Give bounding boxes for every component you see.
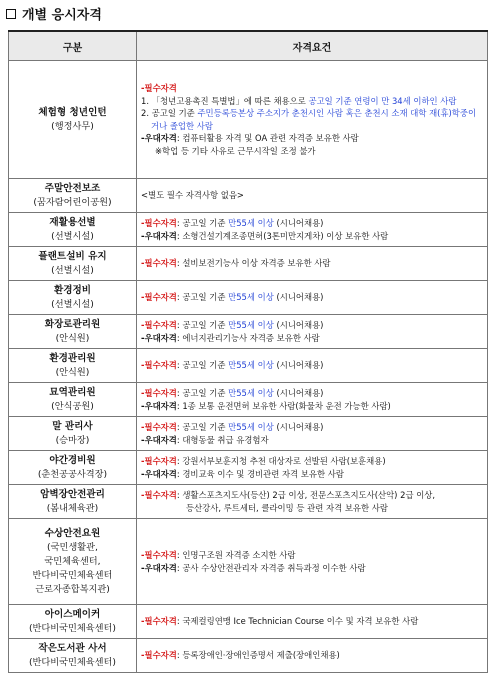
- job-name: 작은도서관 사서: [38, 642, 107, 654]
- job-location: (국민생활관,: [47, 541, 98, 553]
- job-cell: [9, 485, 137, 519]
- required-line: -필수자격: 강원서부보훈지청 추천 대상자로 선발된 사람(보훈채용): [141, 456, 386, 466]
- preferred-line: -우대자격: 1종 보통 운전면허 보유한 사람(화물차 운전 가능한 사람): [141, 400, 391, 411]
- job-name: 아이스메이커: [44, 608, 101, 620]
- table-row: [9, 383, 488, 417]
- job-cell: [9, 61, 137, 179]
- required-line: -필수자격: 등록장애인·장애인증명서 제출(장애인채용): [141, 650, 340, 661]
- preferred-line: -우대자격: 컴퓨터활용 자격 및 OA 관련 자격증 보유한 사람: [141, 133, 359, 143]
- job-cell: [9, 213, 137, 247]
- job-name: 환경정비: [53, 284, 92, 296]
- required-line: -필수자격: 공고일 기준 만55세 이상 (시니어채용): [141, 388, 324, 398]
- job-cell: [9, 639, 137, 673]
- requirements-cell: [137, 213, 488, 247]
- job-location: (승마장): [55, 434, 90, 446]
- job-name: 재활용선별: [49, 216, 96, 228]
- job-location: (행정사무): [51, 120, 94, 132]
- job-location: (선별시설): [51, 230, 94, 242]
- job-name: 수상안전요원: [44, 527, 101, 539]
- requirements-cell: [137, 417, 488, 451]
- requirements-cell: [137, 485, 488, 519]
- job-cell: [9, 349, 137, 383]
- table-row: [9, 451, 488, 485]
- no-requirement-text: <별도 필수 자격사항 없음>: [141, 190, 244, 201]
- required-label: -필수자격: [141, 83, 177, 93]
- job-name: 화장로관리원: [44, 318, 101, 330]
- job-cell: [9, 605, 137, 639]
- header-category: 구분: [9, 31, 137, 61]
- required-line: -필수자격: 국제컬링연맹 Ice Technician Course 이수 및 자격 보유한 사람: [141, 616, 419, 627]
- job-name: 체험형 청년인턴: [38, 106, 107, 118]
- job-cell: [9, 179, 137, 213]
- header-requirements: 자격요건: [137, 31, 488, 61]
- required-line: -필수자격: 공고일 기준 만55세 이상 (시니어채용): [141, 218, 324, 228]
- requirements-cell: [137, 179, 488, 213]
- job-cell: [9, 451, 137, 485]
- requirements-cell: [137, 451, 488, 485]
- table-row: [9, 349, 488, 383]
- requirements-cell: [137, 349, 488, 383]
- job-location: (선별시설): [51, 298, 94, 310]
- requirements-cell: [137, 639, 488, 673]
- table-row: [9, 519, 488, 605]
- job-location: (선별시설): [51, 264, 94, 276]
- required-item-2: 2. 공고일 기준 주민등록등본상 주소지가 춘천시인 사람 혹은 춘천시 소재 대학 재(휴)학중이거나 졸업한 사람: [141, 108, 477, 131]
- requirements-cell: [137, 61, 488, 179]
- job-location: (춘천공공사격장): [37, 468, 108, 480]
- job-cell: [9, 417, 137, 451]
- job-location: (봄내체육관): [46, 502, 99, 514]
- required-line: -필수자격: 공고일 기준 만55세 이상 (시니어채용): [141, 422, 324, 432]
- preferred-line: -우대자격: 에너지관리기능사 자격증 보유한 사람: [141, 332, 320, 343]
- job-location: (안식원): [55, 366, 90, 378]
- note-line: ※학업 등 기타 사유로 근무시작일 조정 불가: [155, 145, 316, 156]
- preferred-line: -우대자격: 경비교육 이수 및 경비관련 자격 보유한 사람: [141, 468, 344, 479]
- required-line-cont: 등산강사, 루트세터, 클라이밍 등 관련 자격 보유한 사람: [186, 502, 388, 513]
- preferred-line: -우대자격: 소형건설기계조종면허(3톤미만지게차) 이상 보유한 사람: [141, 230, 389, 241]
- job-location: (반다비국민체육센터): [28, 656, 117, 668]
- job-name: 주말안전보조: [44, 182, 101, 194]
- required-line: -필수자격: 설비보전기능사 이상 자격증 보유한 사람: [141, 258, 331, 269]
- job-name: 플랜트설비 유지: [38, 250, 107, 262]
- job-name: 환경관리원: [49, 352, 96, 364]
- requirements-cell: [137, 315, 488, 349]
- required-line: -필수자격: 공고일 기준 만55세 이상 (시니어채용): [141, 320, 324, 330]
- section-heading: [6, 4, 102, 23]
- job-cell: [9, 281, 137, 315]
- table-row: [9, 61, 488, 179]
- table-row: [9, 213, 488, 247]
- table-row: [9, 247, 488, 281]
- required-line: -필수자격: 공고일 기준 만55세 이상 (시니어채용): [141, 360, 324, 371]
- table-row: [9, 179, 488, 213]
- preferred-line: -우대자격: 공사 수상안전관리자 자격증 취득과정 이수한 사람: [141, 562, 366, 573]
- square-bullet-icon: [6, 9, 16, 19]
- job-cell: [9, 315, 137, 349]
- job-cell: [9, 519, 137, 605]
- requirements-cell: [137, 247, 488, 281]
- table-row: [9, 281, 488, 315]
- table-row: [9, 605, 488, 639]
- table-row: [9, 417, 488, 451]
- job-name: 말 관리사: [52, 420, 93, 432]
- job-cell: [9, 383, 137, 417]
- required-line: -필수자격: 공고일 기준 만55세 이상 (시니어채용): [141, 292, 324, 303]
- job-name: 묘역관리원: [49, 386, 96, 398]
- job-location: (안식공원): [51, 400, 94, 412]
- preferred-line: -우대자격: 대형동물 취급 유경험자: [141, 434, 269, 445]
- table-row: [9, 485, 488, 519]
- qualification-table: [8, 30, 488, 673]
- table-header-row: [9, 31, 488, 61]
- job-location: 근로자종합복지관): [35, 583, 110, 595]
- job-location: (꿈자람어린이공원): [33, 196, 112, 208]
- section-title: 개별 응시자격: [22, 8, 102, 23]
- table-row: [9, 639, 488, 673]
- requirements-cell: [137, 605, 488, 639]
- job-name: 야간경비원: [49, 454, 96, 466]
- job-location: 국민체육센터,: [44, 555, 101, 567]
- job-name: 암벽장안전관리: [40, 488, 105, 500]
- job-location: (반다비국민체육센터): [28, 622, 117, 634]
- required-item-1: 1. 「청년고용촉진 특별법」에 따른 채용으로 공고일 기준 연령이 만 34세 이하인 사람: [141, 95, 457, 106]
- requirements-cell: [137, 281, 488, 315]
- table-row: [9, 315, 488, 349]
- job-cell: [9, 247, 137, 281]
- required-line: -필수자격: 인명구조원 자격증 소지한 사람: [141, 550, 296, 560]
- requirements-cell: [137, 519, 488, 605]
- required-line: -필수자격: 생활스포츠지도사(등산) 2급 이상, 전문스포츠지도사(산악) 2급 이상,: [141, 490, 436, 500]
- job-location: 반다비국민체육센터: [32, 569, 113, 581]
- requirements-cell: [137, 383, 488, 417]
- job-location: (안식원): [55, 332, 90, 344]
